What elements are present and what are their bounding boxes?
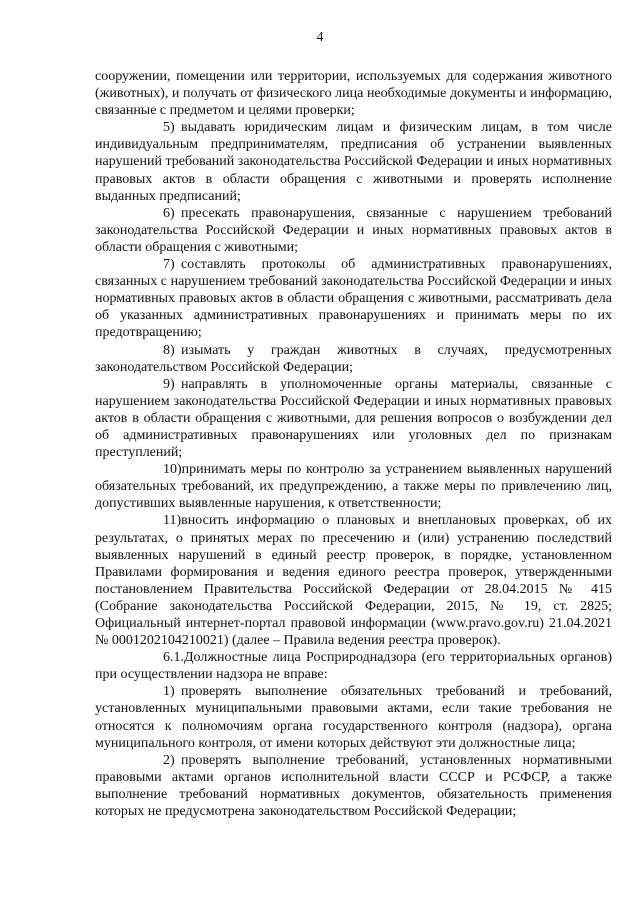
item-text: проверять выполнение обязательных требований и требований, установленных муниципальными правовыми актами, если такие требования не относятся к полномочиям органа государственного контроля (надзора), органа муниципального контроля, от имени которых действуют эти должностные лица;	[95, 684, 612, 751]
list-item-9	[95, 376, 612, 461]
item-number: 8)	[163, 342, 175, 358]
list-item-5	[95, 119, 612, 204]
section-number: 6.1.	[163, 650, 184, 666]
item-number: 11)	[163, 513, 182, 529]
item-number: 7)	[163, 257, 175, 273]
list-item-6	[95, 205, 612, 256]
page-number: 4	[316, 30, 324, 45]
item-text: пресекать правонарушения, связанные с нарушением требований законодательства Российской Федерации и иных нормативных правовых актов в области обращения с животными;	[95, 205, 612, 255]
item-number: 9)	[163, 376, 175, 392]
item-number: 6)	[163, 205, 175, 221]
paragraph-continuation	[95, 68, 612, 119]
list-item-11	[95, 512, 612, 649]
list-item-10	[95, 461, 612, 512]
item-text: направлять в уполномоченные органы материалы, связанные с нарушением законодательства Российской Федерации и иных нормативных правовых актов в области обращения с животными, для решения вопросов о возбуждении дел об административных правонарушениях или уголовных дел по признакам преступлений;	[95, 376, 612, 461]
paragraph-text: сооружении, помещении или территории, используемых для содержания животного (животных), и получать от физического лица необходимые документы и информацию, связанные с предметом и целями проверки;	[95, 69, 612, 119]
item-number: 5)	[163, 120, 175, 136]
item-text: вносить информацию о плановых и внеплановых проверках, об их результатах, о принятых мерах по пресечению и (или) устранению последствий выявленных нарушений в единый реестр проверок, в порядке, установленном Правилами формирования и ведения единого реестра проверок, утвержденными постановлением Правительства Российской Федерации от 28.04.2015 № 415 (Собрание законодательства Российской Федерации, 2015, № 19, ст. 2825; Официальный интернет-портал правовой информации (www.pravo.gov.ru) 21.04.2021 № 0001202104210021) (далее – Правила ведения реестра проверок).	[95, 513, 612, 649]
list-item-7	[95, 256, 612, 341]
item-text: проверять выполнение требований, установленных нормативными правовыми актами органов исполнительной власти СССР и РСФСР, а также выполнение требований нормативных документов, обязательность применения которых не предусмотрена законодательством Российской Федерации;	[95, 752, 612, 820]
section-text: Должностные лица Росприроднадзора (его территориальных органов) при осуществлении надзора не вправе:	[95, 650, 612, 683]
item-text: выдавать юридическим лицам и физическим лицам, в том числе индивидуальным предпринимателям, предписания об устранении выявленных нарушений требований законодательства Российской Федерации и иных нормативных правовых актов в области обращения с животными и проверять исполнение выданных предписаний;	[95, 120, 612, 204]
item-text: изымать у граждан животных в случаях, предусмотренных законодательством Российской Федерации;	[95, 342, 612, 375]
document-body	[95, 68, 612, 820]
list-item-8	[95, 342, 612, 376]
item-number: 1)	[163, 684, 175, 700]
prohibition-item-1	[95, 683, 612, 751]
item-text: составлять протоколы об административных правонарушениях, связанных с нарушением требований законодательства Российской Федерации и иных нормативных правовых актов в области обращения с животными, рассматривать дела об указанных административных правонарушениях и принимать меры по их предотвращению;	[95, 257, 612, 341]
item-number: 10)	[163, 462, 182, 478]
section-6-1	[95, 649, 612, 683]
item-number: 2)	[163, 752, 175, 768]
item-text: принимать меры по контролю за устранением выявленных нарушений обязательных требований, их предупреждению, а также меры по привлечению лиц, допустивших выявленные нарушения, к ответственности;	[95, 462, 612, 512]
prohibition-item-2	[95, 752, 612, 820]
